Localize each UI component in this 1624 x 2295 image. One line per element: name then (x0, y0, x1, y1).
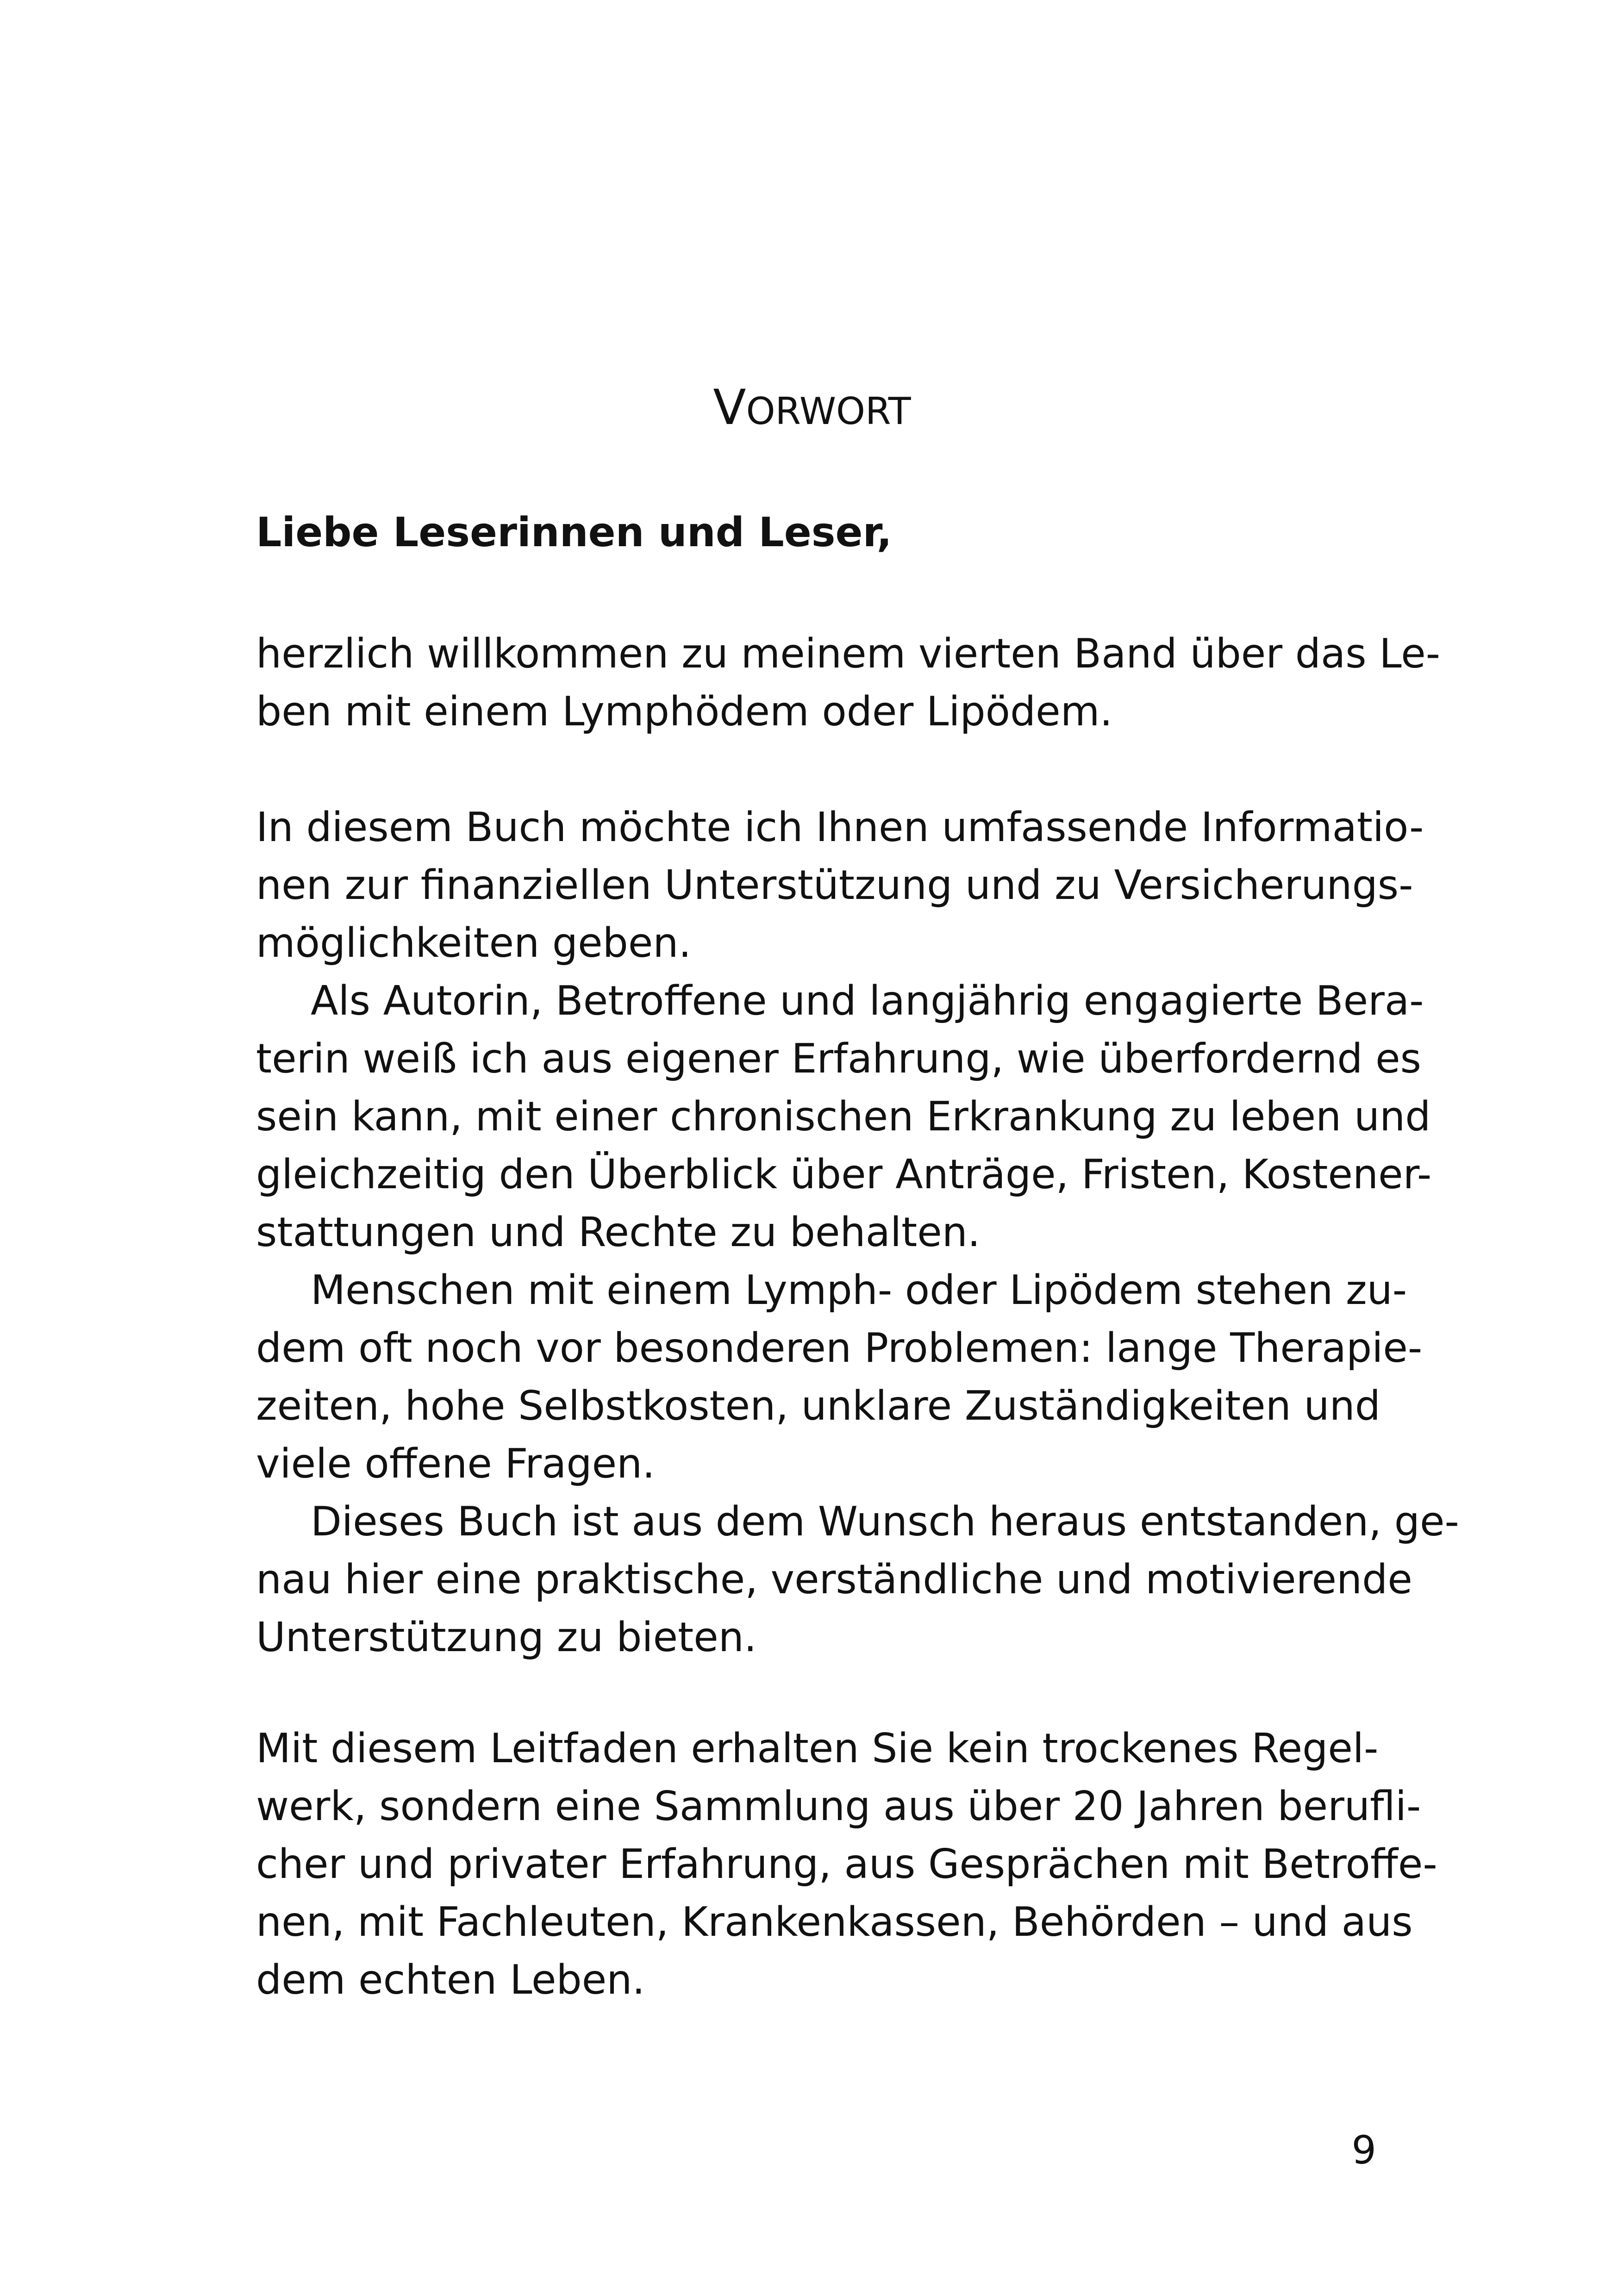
text-line: sein kann, mit einer chronischen Erkrankung zu leben und (256, 1093, 1431, 1140)
text-line: In diesem Buch möchte ich Ihnen umfassende Informatio- (256, 804, 1424, 851)
paragraph-guide (256, 1720, 1437, 2009)
text-line: Unterstützung zu bieten. (256, 1614, 757, 1661)
text-line: zeiten, hohe Selbstkosten, unklare Zuständigkeiten und (256, 1382, 1380, 1429)
text-line: herzlich willkommen zu meinem vierten Band über das Le- (256, 630, 1441, 677)
chapter-heading-initial: V (713, 379, 746, 436)
page-number: 9 (1351, 2127, 1376, 2173)
text-line: stattungen und Rechte zu behalten. (256, 1209, 981, 1256)
text-line: dem echten Leben. (256, 1956, 645, 2003)
chapter-heading-rest: ORWORT (746, 390, 911, 433)
text-line: Menschen mit einem Lymph- oder Lipödem stehen zu- (311, 1266, 1407, 1314)
paragraph-author-experience (256, 972, 1432, 1261)
text-line: viele offene Fragen. (256, 1440, 655, 1487)
paragraph-welcome (256, 625, 1441, 741)
text-line: werk, sondern eine Sammlung aus über 20 Jahren berufli- (256, 1783, 1421, 1830)
text-line: dem oft noch vor besonderen Problemen: lange Therapie- (256, 1324, 1423, 1372)
text-line: terin weiß ich aus eigener Erfahrung, wie überfordernd es (256, 1035, 1421, 1082)
paragraph-book-purpose (256, 798, 1424, 972)
chapter-heading (0, 380, 1624, 439)
text-line: nen, mit Fachleuten, Krankenkassen, Behörden – und aus (256, 1898, 1413, 1946)
paragraph-problems (256, 1261, 1423, 1493)
text-line: cher und privater Erfahrung, aus Gesprächen mit Betroffe- (256, 1840, 1437, 1888)
text-line: Als Autorin, Betroffene und langjährig engagierte Bera- (311, 977, 1424, 1024)
text-line: Dieses Buch ist aus dem Wunsch heraus entstanden, ge- (311, 1498, 1459, 1545)
salutation: Liebe Leserinnen und Leser, (256, 509, 892, 556)
text-line: nen zur finanziellen Unterstützung und zu Versicherungs- (256, 861, 1413, 909)
text-line: möglichkeiten geben. (256, 919, 692, 967)
text-line: nau hier eine praktische, verständliche und motivierende (256, 1556, 1412, 1603)
text-line: gleichzeitig den Überblick über Anträge, Fristen, Kostener- (256, 1151, 1432, 1198)
text-line: ben mit einem Lymphödem oder Lipödem. (256, 688, 1113, 735)
paragraph-book-origin (256, 1493, 1459, 1666)
text-line: Mit diesem Leitfaden erhalten Sie kein trockenes Regel- (256, 1725, 1379, 1772)
